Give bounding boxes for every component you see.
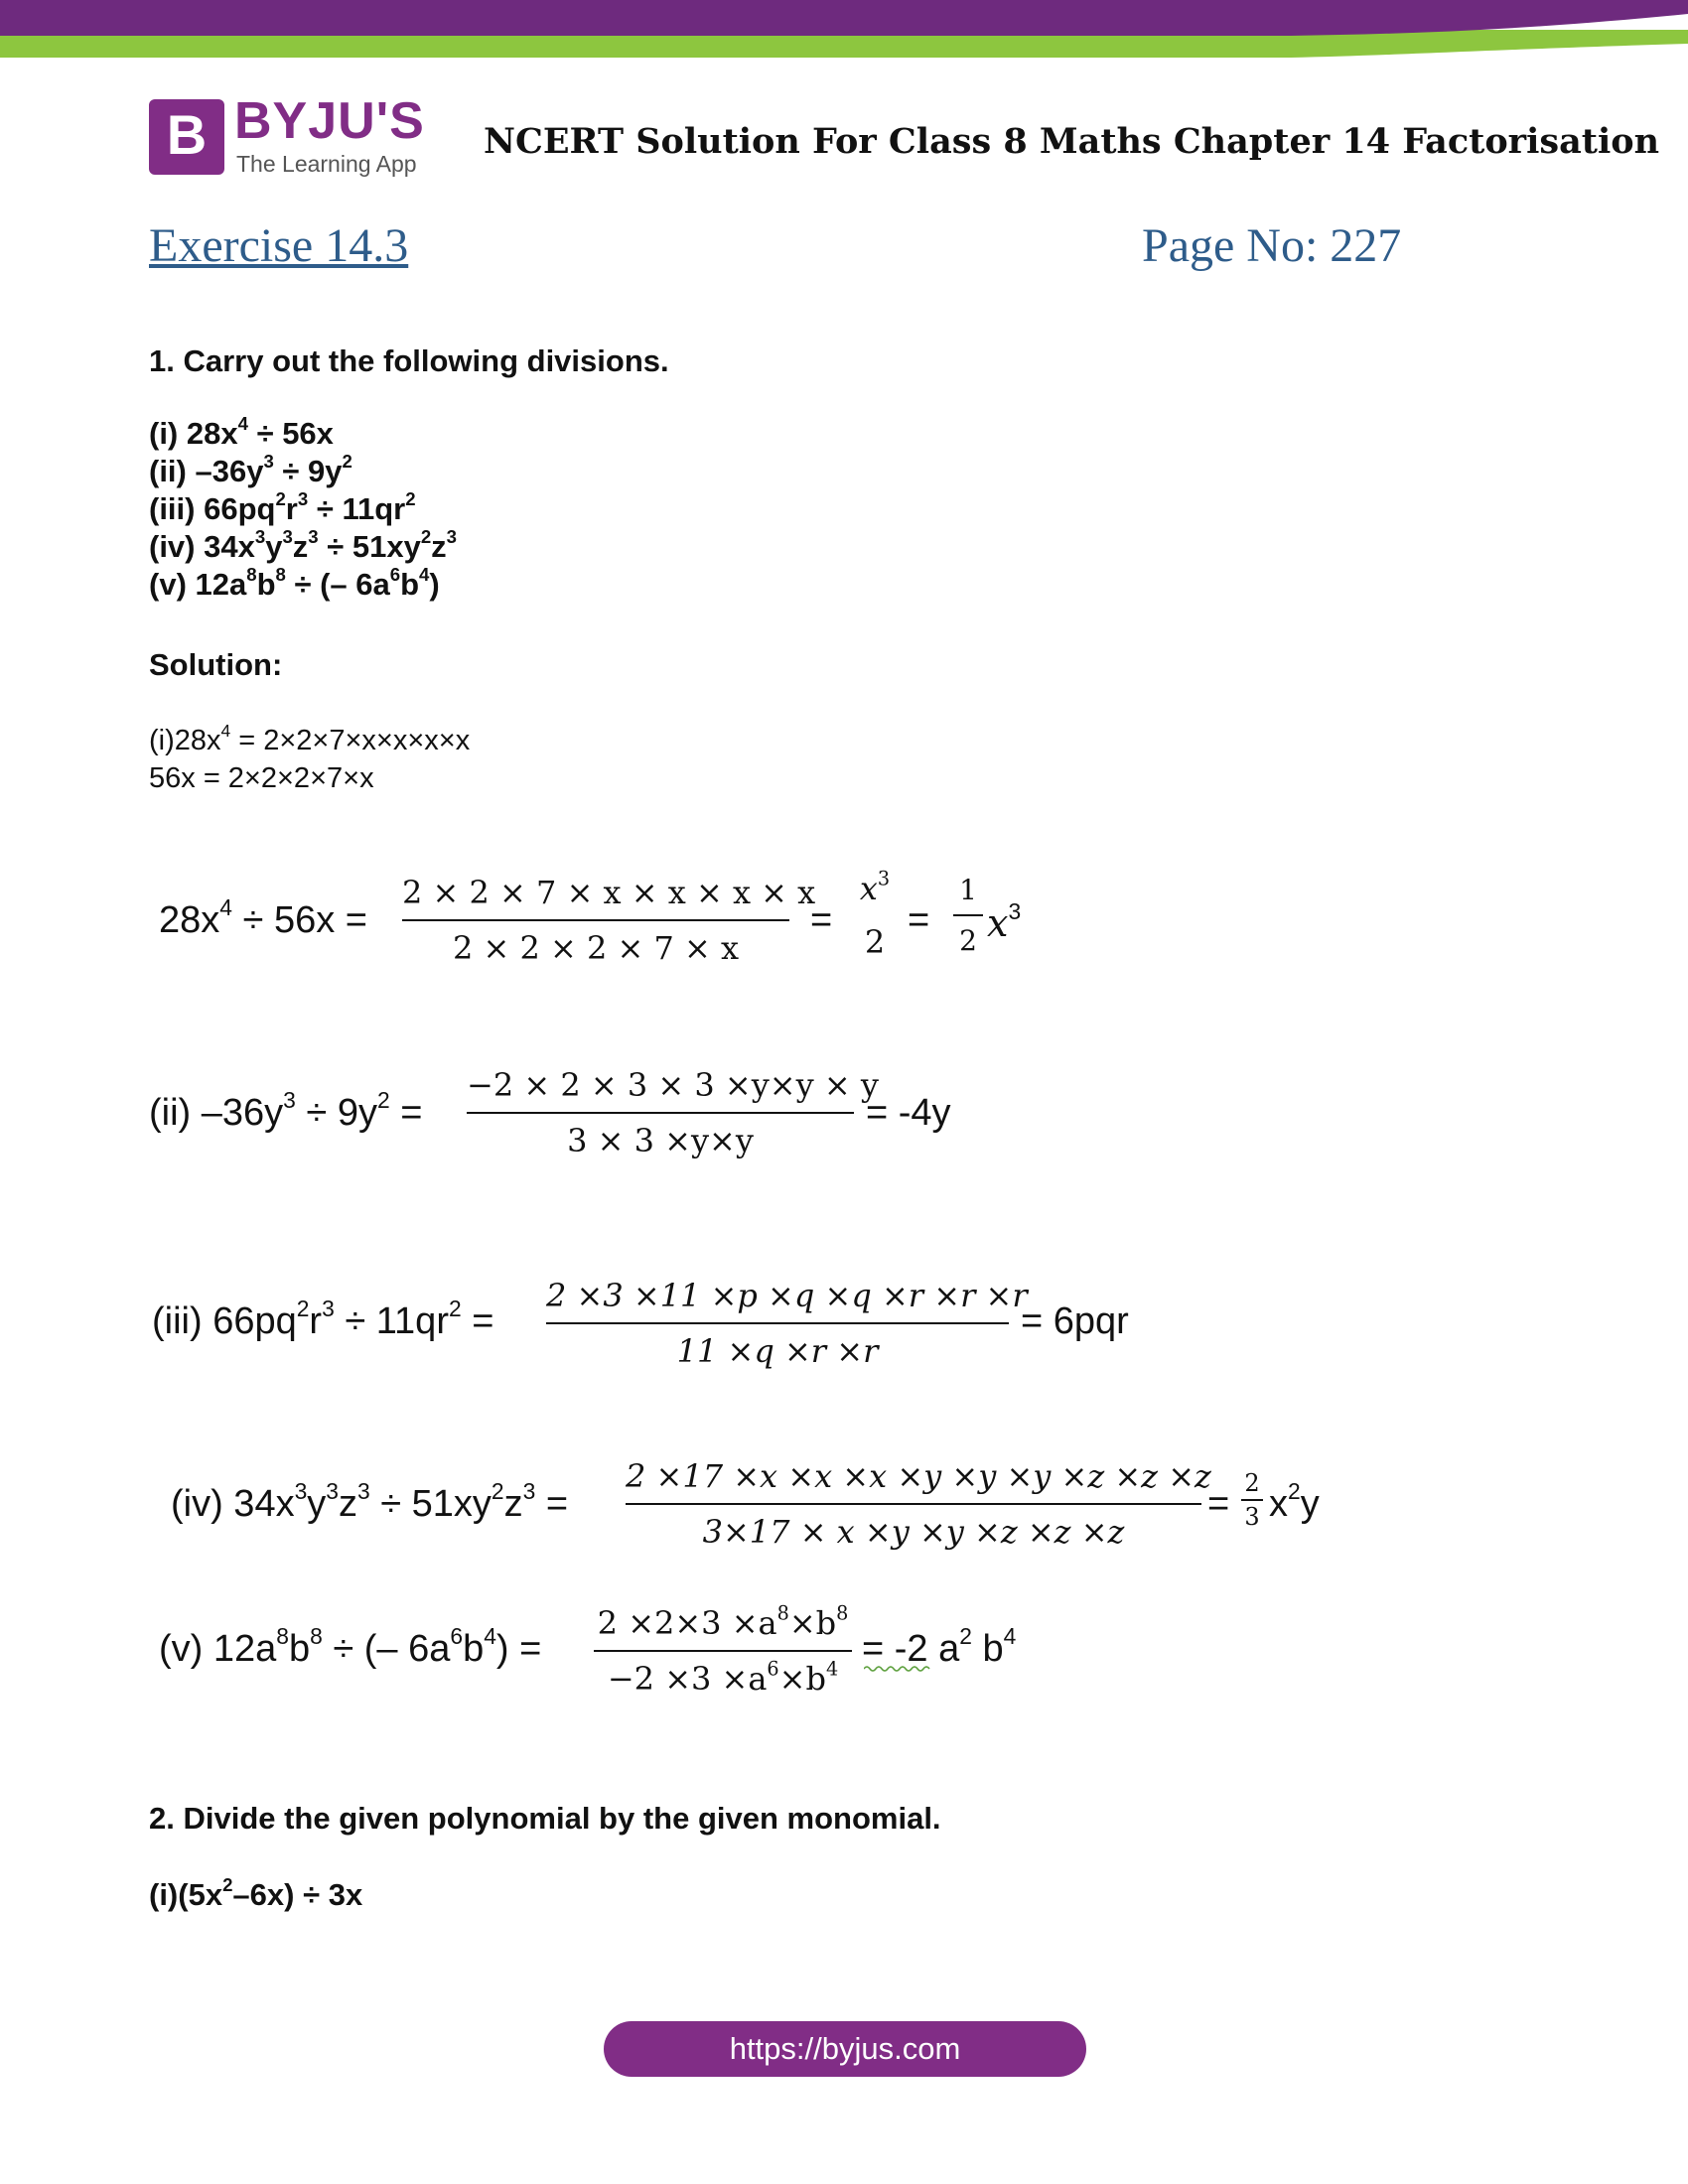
eq3-lhs: (iii) $66pq^2r^3 \div 11qr^2$ = (152, 1295, 494, 1342)
eq1-equals-2: = (908, 899, 930, 941)
eq4-lhs: (iv) $34x^3y^3z^3 \div 51xy^2z^3$ = (171, 1477, 569, 1525)
eq3-result: = 6pqr (1021, 1300, 1129, 1342)
byjus-logo (149, 92, 437, 179)
eq4-fraction-two-thirds: $\frac{2}{3}$ (1241, 1469, 1263, 1531)
question-2-prompt: 2. Divide the given polynomial by the given monomial. (149, 1801, 941, 1836)
eq3-fraction (546, 1277, 1028, 1370)
eq1-fraction-half: $\frac{1}{2}$ (953, 874, 983, 957)
question-1-item-ii: (ii) $-36y^3 \div 9y^2$ (149, 451, 352, 488)
logo-tagline: The Learning App (236, 151, 417, 177)
question-2-item-i: $(i)(5x^2-6x) \div 3x$ (149, 1874, 363, 1912)
question-1-item-v: (v) $12a^8b^8$ ÷ (– $6a^6b^4$) (149, 564, 440, 602)
eq2-denominator: 3 × 3 ×y×y (467, 1112, 854, 1160)
eq5-numerator: $2 \times 2\times 3 \times a^8\times b^8$ (597, 1601, 849, 1642)
page-number: Page No: 227 (1142, 219, 1402, 272)
eq1-lhs: $28x^4 \div 56x$ = (159, 893, 367, 941)
logo-letter: B (166, 103, 208, 166)
spellcheck-squiggle (864, 1665, 931, 1673)
document-title: NCERT Solution For Class 8 Maths Chapter 14 Factorisation (484, 121, 1660, 162)
eq5-denominator: $-2 \times 3 \times a^6\times b^4$ (594, 1650, 852, 1698)
exercise-heading: Exercise 14.3 (149, 219, 409, 272)
eq3-denominator: 11 ×q ×r ×r (546, 1322, 1009, 1370)
eq1-numerator: 2 × 2 × 7 × x × x × x × x (402, 874, 816, 911)
factor-line-56x: 56x = 2×2×2×7×x (149, 762, 374, 794)
eq3-numerator: 2 ×3 ×11 ×p ×q ×q ×r ×r ×r (546, 1277, 1028, 1314)
eq2-fraction (467, 1066, 879, 1160)
logo-wordmark: BYJU'S (234, 92, 425, 150)
eq4-denominator: 3×17 × x ×y ×y ×z ×z ×z (626, 1503, 1201, 1551)
eq1-equals-1: = (810, 899, 833, 941)
eq4-fraction (626, 1457, 1211, 1551)
question-1-prompt: 1. Carry out the following divisions. (149, 343, 669, 378)
eq1-fraction (402, 874, 816, 967)
question-1-item-iv: (iv) $34x^3y^3z^3 \div 51xy^2z^3$ (149, 526, 458, 564)
purple-band (0, 0, 1688, 36)
question-1-item-i: (i) $28x^4 \div 56x$ (149, 413, 334, 451)
eq5-fraction (594, 1601, 852, 1698)
eq4-equals: = (1207, 1483, 1230, 1525)
eq1-denominator: 2 × 2 × 2 × 7 × x (402, 919, 789, 967)
eq5-result: = -2 $a^2$ $b^4$ (862, 1622, 1017, 1670)
eq5-lhs: (v) $12a^8b^8$ ÷ (– $6a^6b^4$) = (159, 1622, 542, 1670)
eq1-fraction-x3-over-2: $x^3$ 2 (859, 867, 891, 961)
eq2-result: = -4y (866, 1092, 951, 1134)
factor-line-28x4: $(i)28x^4 = 2\times 2\times 7\times x\times x\times x\times x$ (149, 720, 471, 756)
eq4-numerator: 2 ×17 ×x ×x ×x ×y ×y ×y ×z ×z ×z (626, 1457, 1211, 1495)
eq2-lhs: (ii) $-36y^3 \div 9y^2$ = (149, 1086, 423, 1134)
footer-url-link[interactable]: https://byjus.com (604, 2021, 1086, 2077)
eq4-result-term: $x^2y$ (1269, 1477, 1320, 1525)
header-color-band (0, 0, 1688, 60)
eq2-numerator: −2 × 2 × 3 × 3 ×y×y × y (467, 1066, 879, 1104)
solution-label: Solution: (149, 647, 283, 682)
eq1-result-term: $x^3$ (987, 897, 1022, 945)
question-1-item-iii: (iii) $66pq^2r^3 \div 11qr^2$ (149, 488, 416, 526)
